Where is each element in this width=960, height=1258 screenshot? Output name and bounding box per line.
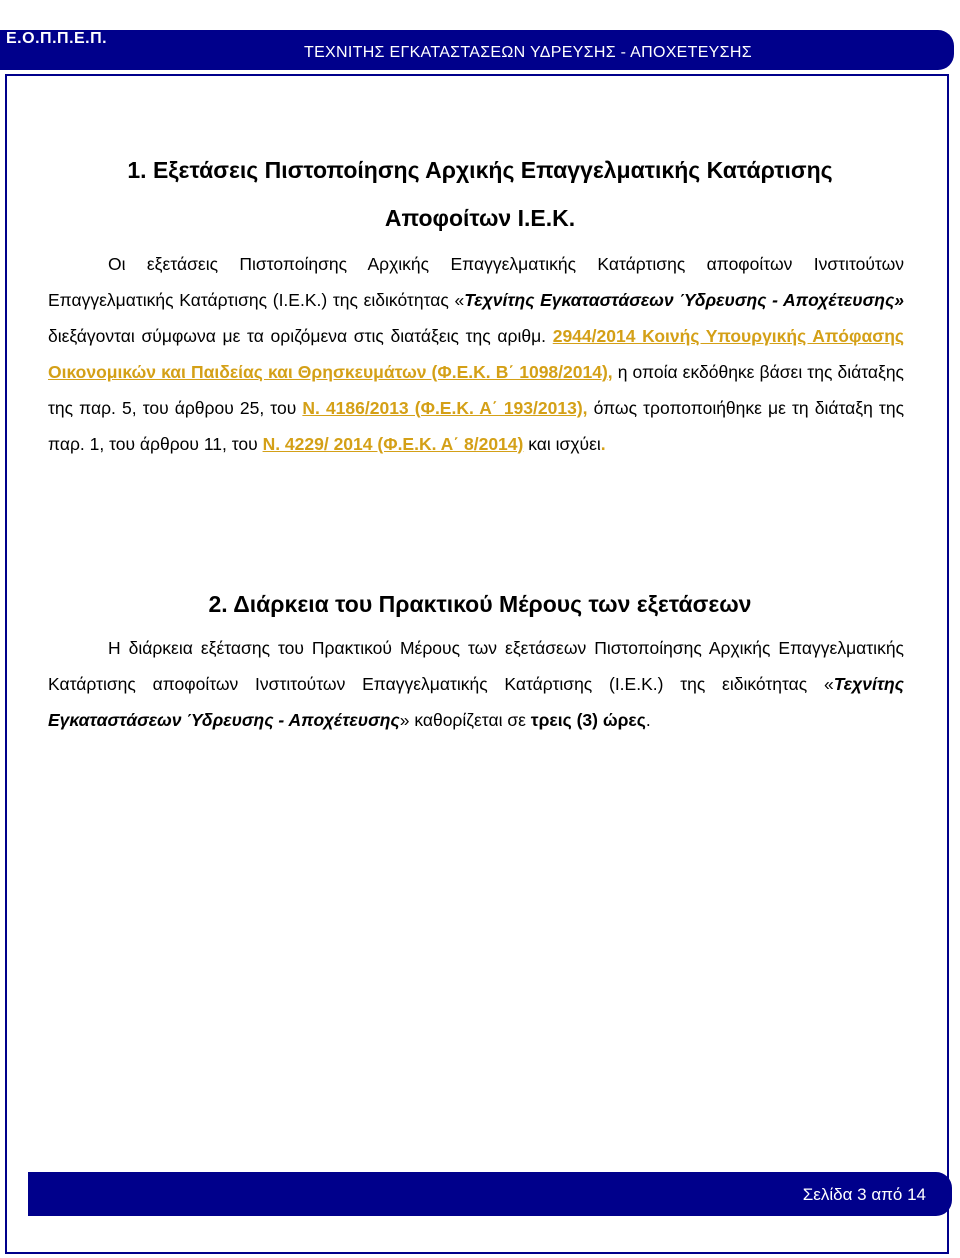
ref-law-4186-2013[interactable]: Ν. 4186/2013 (Φ.Ε.Κ. Α΄ 193/2013), xyxy=(302,397,588,418)
specialty-name-2: Τεχνίτης Εγκαταστάσεων Ύδρευσης - Αποχέτευσης xyxy=(48,673,904,730)
ref-law-4229-2014[interactable]: Ν. 4229/ 2014 (Φ.Ε.Κ. Α΄ 8/2014) xyxy=(262,433,524,454)
section2-paragraph: Η διάρκεια εξέτασης του Πρακτικού Μέρους των εξετάσεων Πιστοποίησης Αρχικής Επαγγελματικής Κατάρτισης αποφοίτων Ινστιτούτων Επαγγελματικής Κατάρτισης (Ι.Ε.Κ.) της ειδικότητας «Τεχνίτης Εγκαταστάσεων Ύδρευσης - Αποχέτευσης» καθορίζεται σε τρεις (3) ώρες. xyxy=(48,637,904,730)
specialty-name: Τεχνίτης Εγκαταστάσεων Ύδρευσης - Αποχέτευσης» xyxy=(464,289,904,310)
section1-paragraph: Οι εξετάσεις Πιστοποίησης Αρχικής Επαγγελματικής Κατάρτισης αποφοίτων Ινστιτούτων Επαγγελματικής Κατάρτισης (Ι.Ε.Κ.) της ειδικότητας «Τεχνίτης Εγκαταστάσεων Ύδρευσης - Αποχέτευσης» διεξάγονται σύμφωνα με τα οριζόμενα στις διατάξεις της αριθμ. 2944/2014 Κοινής Υπουργικής Απόφασης Οικονομικών και Παιδείας και Θρησκευμάτων (Φ.Ε.Κ. Β΄ 1098/2014), η οποία εκδόθηκε βάσει της διάταξης της παρ. 5, του άρθρου 25, του Ν. 4186/2013 (Φ.Ε.Κ. Α΄ 193/2013), όπως τροποποιήθηκε με τη διάταξη της παρ. 1, του άρθρου 11, του Ν. 4229/ 2014 (Φ.Ε.Κ. Α΄ 8/2014) και ισχύει. xyxy=(48,253,904,454)
ref-kya-2944-2014[interactable]: 2944/2014 Κοινής Υπουργικής Απόφασης Οικονομικών και Παιδείας και Θρησκευμάτων (Φ.Ε.Κ. Β΄ 1098/2014), xyxy=(48,325,904,382)
exam-duration: τρεις (3) ώρες xyxy=(530,709,646,730)
header-org: Ε.Ο.Π.Π.Ε.Π. xyxy=(6,30,108,47)
page-number: Σελίδα 3 από 14 xyxy=(802,1185,926,1204)
section2-title: 2. Διάρκεια του Πρακτικού Μέρους των εξετάσεων xyxy=(208,591,752,617)
footer-bar xyxy=(28,1172,952,1216)
section1-title-line1: 1. Εξετάσεις Πιστοποίησης Αρχικής Επαγγελματικής Κατάρτισης xyxy=(127,157,833,183)
section1-title-line2: Αποφοίτων Ι.Ε.Κ. xyxy=(384,205,576,231)
header-title: ΤΕΧΝΙΤΗΣ ΕΓΚΑΤΑΣΤΑΣΕΩΝ ΥΔΡΕΥΣΗΣ - ΑΠΟΧΕΤΕΥΣΗΣ xyxy=(304,44,752,61)
